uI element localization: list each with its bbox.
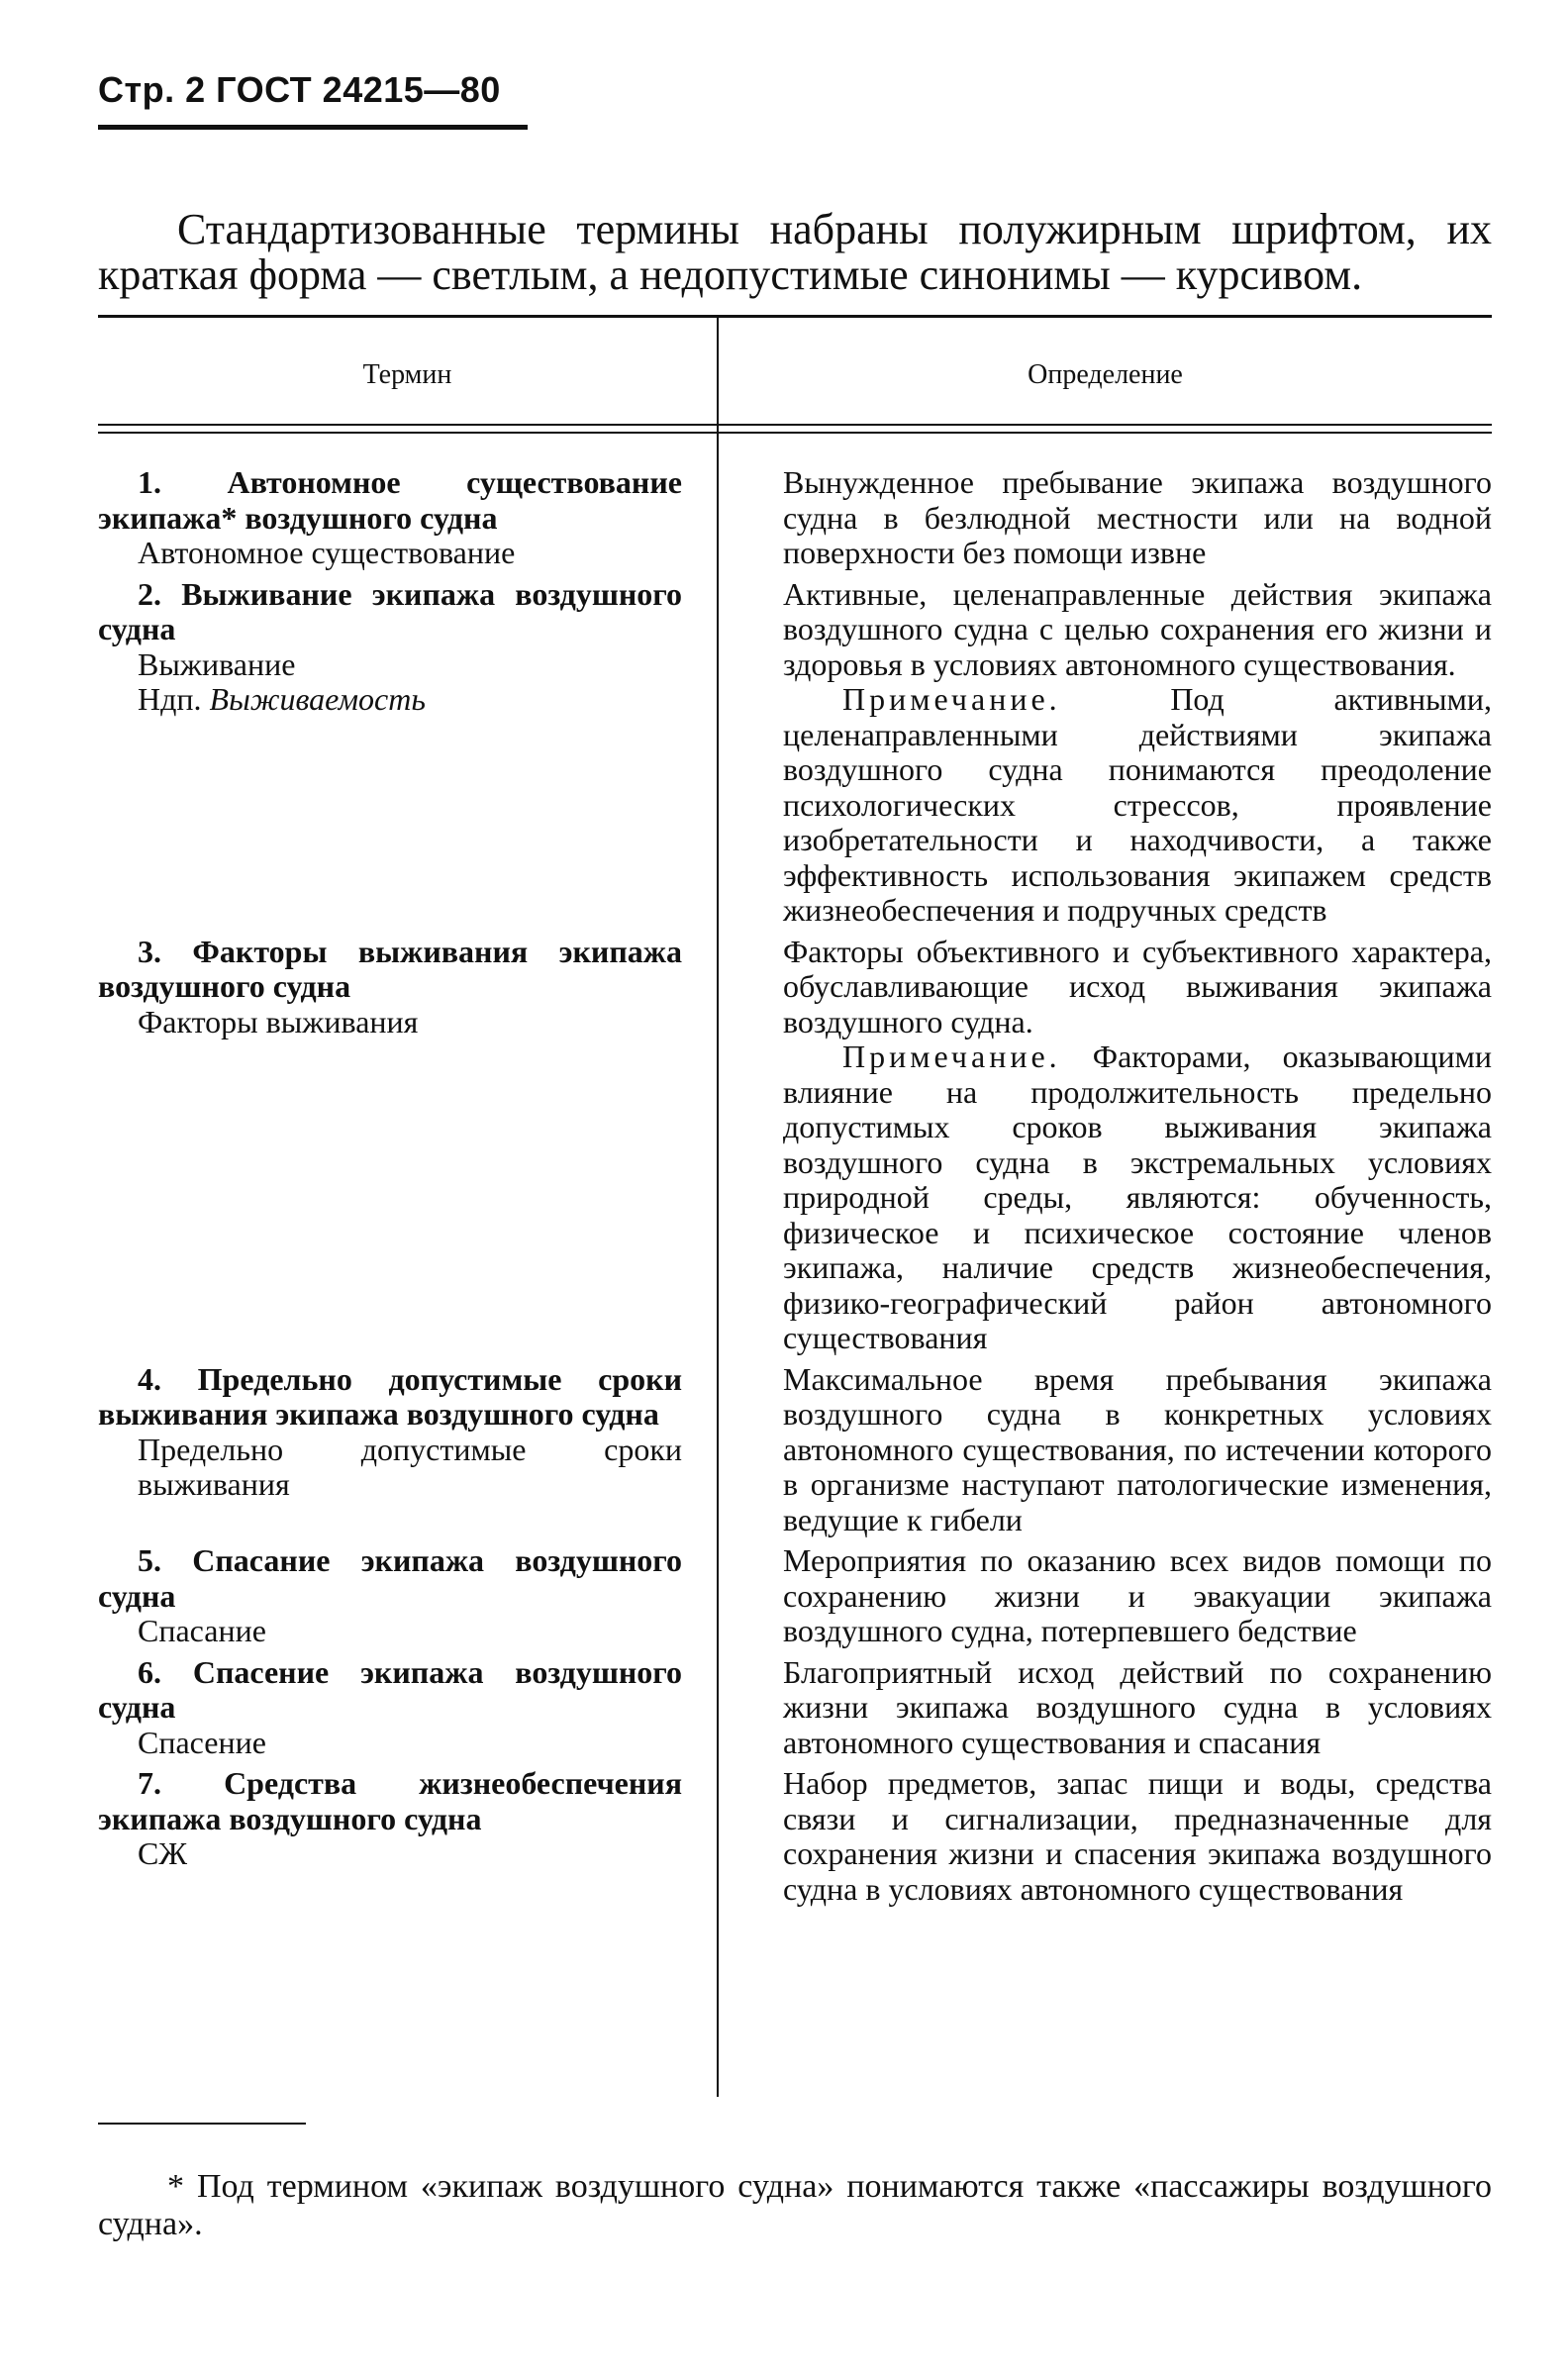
term-cell bbox=[98, 1766, 682, 1907]
note-text: Факторами, оказывающими влияние на продолжительность предельно допустимых сроков выживания экипажа воздушного судна в экстремальных условиях природной среды, являются: обученность, физическое и психическое состояние членов экипажа, наличие средств жизнеобеспечения, физико-географический район автономного существования bbox=[783, 1039, 1493, 1355]
footnote: * Под термином «экипаж воздушного судна» понимаются также «пассажиры воздушного судна». bbox=[98, 2168, 1492, 2242]
term-short-form: Спасание bbox=[138, 1613, 266, 1648]
term-title: 4. Предельно допустимые сроки выживания экипажа воздушного судна bbox=[98, 1360, 682, 1432]
note-text: Под активными, целенаправленными действиями экипажа воздушного судна понимаются преодоление психологических стрессов, проявление изобретательности и находчивости, а также эффективность использования экипажем средств жизнеобеспечения и подручных средств bbox=[783, 681, 1492, 928]
term-title: 1. Автономное существование экипажа* воздушного судна bbox=[98, 464, 682, 536]
definition-text: Факторы объективного и субъективного характера, обуславливающие исход выживания экипажа воздушного судна. bbox=[783, 933, 1492, 1039]
definition-text: Благоприятный исход действий по сохранению жизни экипажа воздушного судна в условиях автономного существования и спасания bbox=[783, 1653, 1492, 1760]
term-cell bbox=[98, 465, 682, 571]
term-cell bbox=[98, 935, 682, 1356]
definition-text: Мероприятия по оказанию всех видов помощи по сохранению жизни и эвакуации экипажа воздушного судна, потерпевшего бедствие bbox=[783, 1542, 1492, 1648]
definition-text: Вынужденное пребывание экипажа воздушного судна в безлюдной местности или на водной поверхности без помощи извне bbox=[783, 464, 1492, 570]
header-underline bbox=[98, 125, 528, 130]
page-header: Стр. 2 ГОСТ 24215—80 bbox=[98, 69, 501, 110]
term-title: 2. Выживание экипажа воздушного судна bbox=[98, 575, 682, 646]
note-label: Примечание. bbox=[842, 681, 1061, 717]
term-short-form: Выживание bbox=[138, 645, 296, 682]
table-top-rule bbox=[98, 315, 1492, 318]
definition-note bbox=[783, 682, 1492, 929]
definition-cell bbox=[783, 1766, 1492, 1907]
definition-cell bbox=[783, 1655, 1492, 1761]
definition-text: Активные, целенаправленные действия экипажа воздушного судна с целью сохранения его жизни и здоровья в условиях автономного существования. bbox=[783, 575, 1492, 682]
term-short-form: Спасение bbox=[138, 1724, 266, 1760]
definition-cell bbox=[783, 1543, 1492, 1649]
term-cell bbox=[98, 577, 682, 929]
term-short-form: Факторы выживания bbox=[138, 1003, 419, 1039]
definition-text: Максимальное время пребывания экипажа воздушного судна в конкретных условиях автономного существования, по истечении которого в организме наступают патологические изменения, ведущие к гибели bbox=[783, 1360, 1492, 1537]
term-short-form: СЖ bbox=[138, 1835, 188, 1871]
term-short-form: Автономное существование bbox=[138, 535, 516, 570]
term-title: 5. Спасание экипажа воздушного судна bbox=[98, 1542, 682, 1614]
definition-cell bbox=[783, 465, 1492, 571]
column-header-definition: Определение bbox=[1028, 359, 1183, 390]
terms-table bbox=[98, 465, 1492, 1907]
definition-text: Набор предметов, запас пищи и воды, средства связи и сигнализации, предназначенные для сохранения жизни и спасения экипажа воздушного судна в условиях автономного существования bbox=[783, 1765, 1492, 1907]
definition-note bbox=[783, 1039, 1492, 1356]
intro-paragraph: Стандартизованные термины набраны полужирным шрифтом, их краткая форма — светлым, а недопустимые синонимы — курсивом. bbox=[98, 205, 1492, 299]
ndp-term: Выживаемость bbox=[209, 681, 426, 717]
definition-cell bbox=[783, 577, 1492, 929]
table-header-rule-1 bbox=[98, 424, 1492, 426]
note-label: Примечание. bbox=[842, 1039, 1061, 1074]
term-cell bbox=[98, 1362, 682, 1538]
term-ndp-synonym bbox=[98, 682, 682, 718]
ndp-prefix: Ндп. bbox=[138, 681, 202, 717]
term-title: 3. Факторы выживания экипажа воздушного судна bbox=[98, 933, 682, 1004]
footnote-rule bbox=[98, 2123, 306, 2125]
term-cell bbox=[98, 1543, 682, 1649]
column-header-term: Термин bbox=[362, 359, 452, 390]
term-title: 7. Средства жизнеобеспечения экипажа воздушного судна bbox=[98, 1765, 682, 1836]
table-header-rule-2 bbox=[98, 432, 1492, 434]
definition-cell bbox=[783, 935, 1492, 1356]
term-title: 6. Спасение экипажа воздушного судна bbox=[98, 1653, 682, 1725]
term-cell bbox=[98, 1655, 682, 1761]
term-short-form: Предельно допустимые сроки выживания bbox=[138, 1431, 682, 1502]
definition-cell bbox=[783, 1362, 1492, 1538]
